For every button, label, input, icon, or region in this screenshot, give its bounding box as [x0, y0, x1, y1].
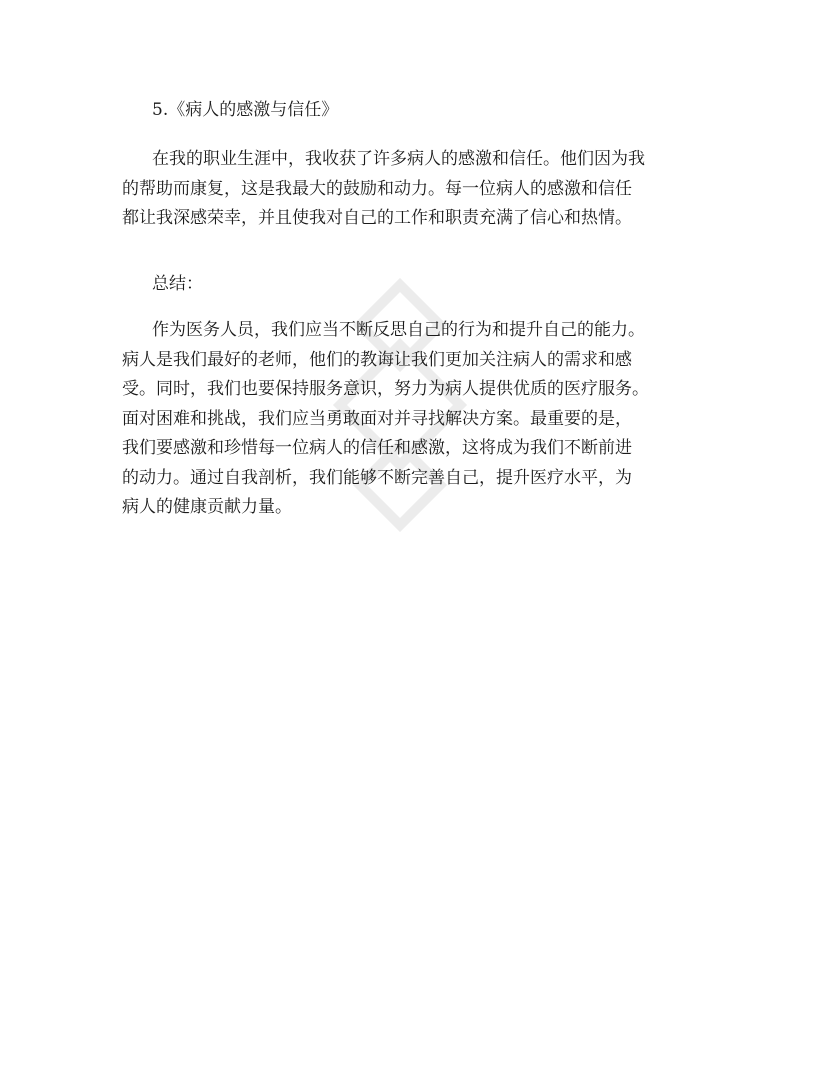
paragraph-line: 病人是我们最好的老师，他们的教诲让我们更加关注病人的需求和感	[122, 349, 632, 370]
paragraph-line: 的帮助而康复，这是我最大的鼓励和动力。每一位病人的感激和信任	[122, 178, 632, 199]
paragraph-line: 都让我深感荣幸，并且使我对自己的工作和职责充满了信心和热情。	[122, 208, 632, 228]
paragraph-line: 面对困难和挑战，我们应当勇敢面对并寻找解决方案。最重要的是，	[122, 408, 632, 429]
paragraph-line: 我们要感激和珍惜每一位病人的信任和感激，这将成为我们不断前进	[122, 438, 632, 458]
paragraph-line: 在我的职业生涯中，我收获了许多病人的感激和信任。他们因为我	[152, 149, 645, 169]
paragraph-line: 病人的健康贡献力量。	[122, 497, 292, 517]
paragraph-line: 的动力。通过自我剖析，我们能够不断完善自己，提升医疗水平，为	[122, 467, 632, 488]
paragraph-line: 作为医务人员，我们应当不断反思自己的行为和提升自己的能力。	[152, 320, 645, 340]
paragraph-gratitude	[122, 145, 742, 234]
paragraph-summary	[122, 316, 742, 523]
summary-label: 总结：	[152, 274, 203, 294]
section-heading: 5.《病人的感激与信任》	[152, 100, 339, 120]
paragraph-line: 受。同时，我们也要保持服务意识，努力为病人提供优质的医疗服务。	[122, 379, 649, 399]
